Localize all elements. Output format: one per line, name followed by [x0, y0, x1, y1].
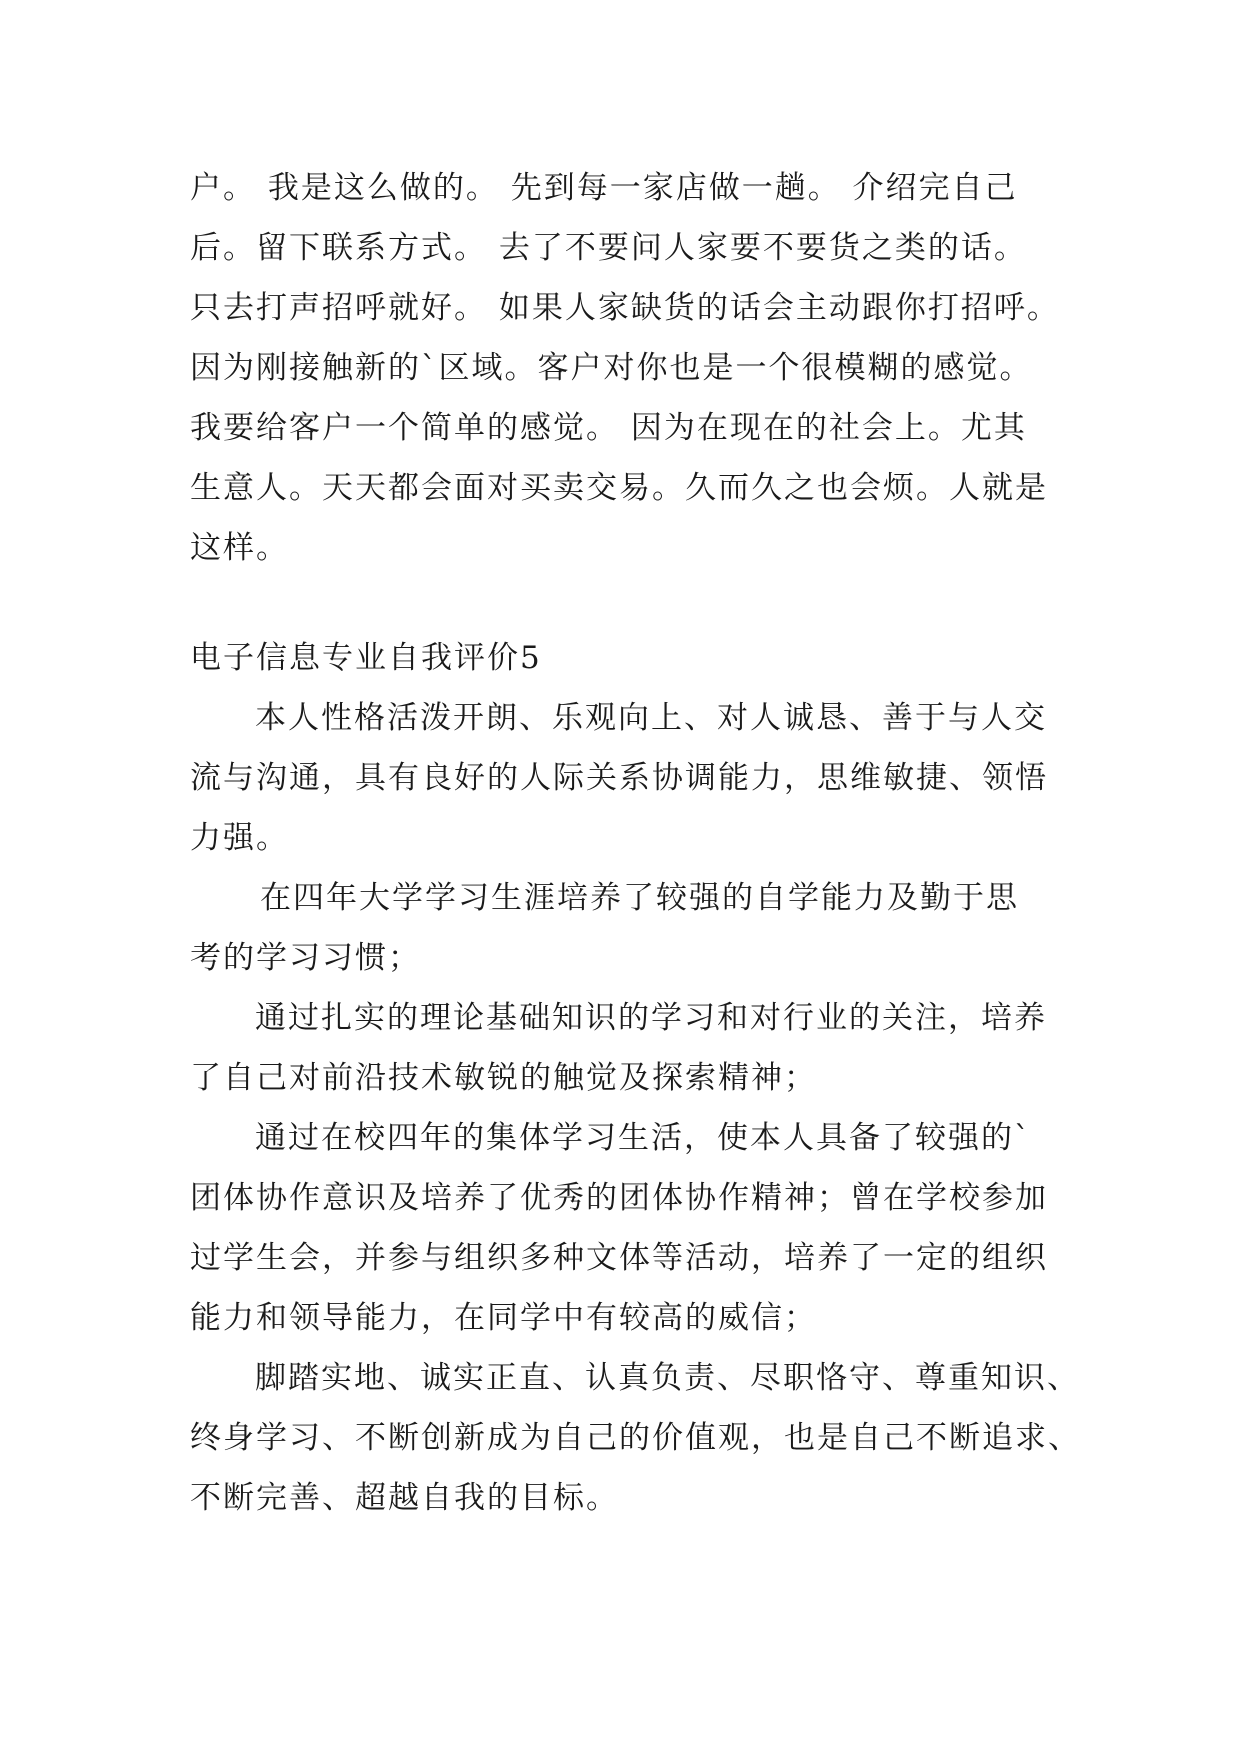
text-line: 只去打声招呼就好。 如果人家缺货的话会主动跟你打招呼。: [190, 290, 1060, 326]
text-line: 这样。: [190, 530, 289, 566]
text-line: 能力和领导能力，在同学中有较高的威信；: [190, 1300, 817, 1336]
text-line: 终身学习、不断创新成为自己的价值观，也是自己不断追求、: [190, 1420, 1081, 1456]
text-line: 户。 我是这么做的。 先到每一家店做一趟。 介绍完自己: [190, 170, 1018, 206]
text-line: 因为刚接触新的`区域。客户对你也是一个很模糊的感觉。: [190, 350, 1033, 386]
text-line: 流与沟通，具有良好的人际关系协调能力，思维敏捷、领悟: [190, 760, 1048, 796]
text-line: 团体协作意识及培养了优秀的团体协作精神；曾在学校参加: [190, 1180, 1048, 1216]
text-line: 通过在校四年的集体学习生活，使本人具备了较强的`: [255, 1120, 1032, 1156]
text-line: 在四年大学学习生涯培养了较强的自学能力及勤于思: [260, 880, 1019, 916]
text-line: 脚踏实地、诚实正直、认真负责、尽职恪守、尊重知识、: [255, 1360, 1080, 1396]
text-line: 过学生会，并参与组织多种文体等活动，培养了一定的组织: [190, 1240, 1048, 1276]
text-line: 力强。: [190, 820, 289, 856]
section-heading: 电子信息专业自我评价5: [190, 640, 542, 676]
text-line: 了自己对前沿技术敏锐的触觉及探索精神；: [190, 1060, 817, 1096]
text-line: 我要给客户一个简单的感觉。 因为在现在的社会上。尤其: [190, 410, 1027, 446]
text-line: 生意人。天天都会面对买卖交易。久而久之也会烦。人就是: [190, 470, 1048, 506]
text-line: 后。留下联系方式。 去了不要问人家要不要货之类的话。: [190, 230, 1027, 266]
text-line: 本人性格活泼开朗、乐观向上、对人诚恳、善于与人交: [255, 700, 1047, 736]
text-line: 考的学习习惯；: [190, 940, 421, 976]
text-line: 通过扎实的理论基础知识的学习和对行业的关注，培养: [255, 1000, 1047, 1036]
text-line: 不断完善、超越自我的目标。: [190, 1480, 619, 1516]
